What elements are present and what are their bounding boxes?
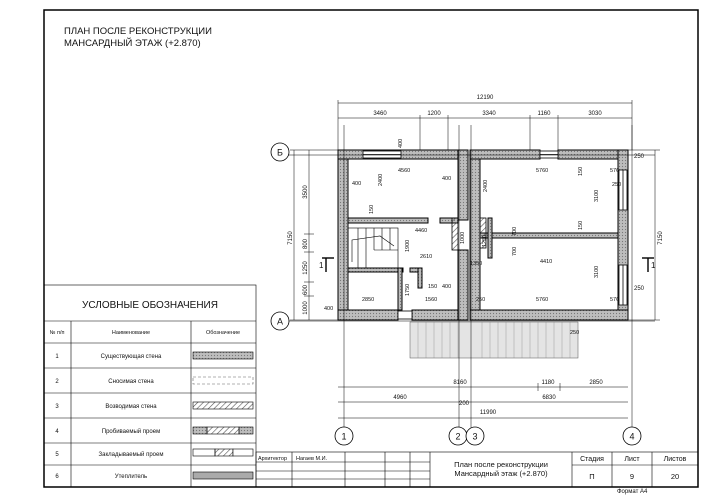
legend-row-name: Возводимая стена — [105, 404, 157, 410]
legend-row-num: 2 — [55, 379, 59, 385]
dim-bot-total: 11990 — [479, 410, 497, 416]
dim-left-1: 3500 — [303, 185, 309, 199]
dim-int: 250 — [612, 182, 622, 188]
drawing-title-line1: ПЛАН ПОСЛЕ РЕКОНСТРУКЦИИ — [64, 26, 212, 37]
dim-int: 1560 — [425, 297, 438, 303]
dim-int: 400 — [442, 176, 452, 182]
dim-bot-5: 200 — [458, 401, 470, 407]
legend-row-name: Пробиваемый проем — [101, 429, 161, 435]
dim-int: 5760 — [536, 297, 549, 303]
dim-int: 5760 — [536, 168, 549, 174]
stamp-person: Нагаев М.И. — [296, 456, 328, 462]
dim-int: 400 — [352, 181, 362, 187]
dim-right-2: 250 — [634, 286, 645, 292]
dim-int: 250 — [570, 330, 580, 336]
top-dimension-lines — [338, 100, 632, 150]
dim-int: 1250 — [482, 234, 488, 247]
dim-right-total: 7150 — [658, 231, 664, 245]
dim-int: 2610 — [420, 254, 433, 260]
legend-row-num: 5 — [55, 452, 59, 458]
axis-bubbles — [271, 143, 641, 445]
dim-bot-4: 4960 — [393, 395, 407, 401]
axis-2: 2 — [455, 431, 461, 442]
dim-top-5: 3030 — [588, 111, 602, 117]
dim-int: 576 — [610, 168, 620, 174]
dim-bot-2: 1180 — [541, 380, 555, 386]
title-block-lines — [256, 452, 698, 487]
new-walls — [452, 218, 486, 250]
axis-a: А — [276, 316, 284, 327]
drawing-title — [64, 26, 212, 50]
format-label: Формат А4 — [617, 489, 648, 495]
legend-row-num: 1 — [55, 354, 59, 360]
legend-title: УСЛОВНЫЕ ОБОЗНАЧЕНИЯ — [82, 300, 218, 311]
dim-left-5: 1000 — [303, 301, 309, 315]
dim-int: 2850 — [362, 297, 375, 303]
stamp-sheet-label: Лист — [624, 456, 640, 463]
dim-left-3: 1250 — [303, 261, 309, 275]
legend-row-name: Закладываемый проем — [98, 452, 164, 458]
dim-int: 1900 — [405, 239, 411, 252]
stamp-role: Архитектор — [258, 456, 288, 462]
dim-int: 1350 — [470, 261, 483, 267]
dim-int: 700 — [512, 246, 518, 256]
legend-row-name: Существующая стена — [100, 354, 162, 360]
staircase — [348, 228, 398, 268]
dim-right-1: 250 — [634, 154, 645, 160]
dim-top-total: 12190 — [476, 95, 494, 101]
dim-int: 400 — [398, 138, 404, 148]
legend-row-num: 6 — [55, 474, 59, 480]
legend-row-num: 4 — [55, 429, 59, 435]
stamp-sheets-label: Листов — [663, 456, 687, 463]
dim-int: 150 — [578, 166, 584, 176]
dim-int: 400 — [442, 284, 452, 290]
dim-int: 150 — [428, 284, 438, 290]
dim-top-2: 1200 — [427, 111, 441, 117]
axis-b: Б — [277, 147, 283, 158]
dim-top-3: 3340 — [482, 111, 496, 117]
bottom-dimension-lines — [338, 383, 628, 418]
dim-int: 2400 — [378, 173, 384, 186]
legend-col-symbol: Обозначение — [205, 330, 241, 336]
dim-int: 400 — [324, 306, 334, 312]
dim-int: 1000 — [460, 231, 466, 244]
stamp-stage-label: Стадия — [580, 456, 604, 463]
dim-left-2: 800 — [303, 238, 309, 250]
stamp-stage: П — [589, 472, 595, 481]
stamp-title-2: Мансардный этаж (+2.870) — [454, 469, 548, 478]
dim-int: 4410 — [540, 259, 553, 265]
dim-int: 4460 — [415, 228, 428, 234]
sheet-frame — [44, 10, 698, 487]
axis-1: 1 — [341, 431, 347, 442]
dim-int: 700 — [512, 226, 518, 236]
dim-top-4: 1160 — [537, 111, 551, 117]
dim-int: 576 — [610, 297, 620, 303]
legend-col-num: № п/п — [49, 330, 65, 336]
dim-int: 150 — [578, 220, 584, 230]
dim-bot-6: 6830 — [542, 395, 556, 401]
stamp-sheets: 20 — [670, 472, 680, 481]
section-label-left: 1 — [319, 261, 324, 270]
axis-4: 4 — [629, 431, 635, 442]
terrace — [410, 322, 578, 358]
dim-top-1: 3460 — [373, 111, 387, 117]
dim-bot-3: 2850 — [589, 380, 603, 386]
legend-symbols — [193, 352, 253, 479]
dim-int: 2400 — [483, 179, 489, 192]
dim-left-4: 600 — [303, 284, 309, 296]
legend-col-name: Наименование — [111, 330, 151, 336]
dim-int: 4560 — [398, 168, 411, 174]
dim-bot-1: 8160 — [453, 380, 467, 386]
legend-row-name: Сносимая стена — [108, 379, 154, 385]
legend-table-lines — [44, 285, 256, 487]
dim-int: 250 — [476, 297, 486, 303]
legend-row-name: Утеплитель — [114, 474, 148, 480]
stamp-title-1: План после реконструкции — [454, 460, 548, 469]
axis-3: 3 — [472, 431, 478, 442]
dim-int: 3100 — [594, 189, 600, 202]
drawing-title-line2: МАНСАРДНЫЙ ЭТАЖ (+2.870) — [64, 38, 201, 49]
dim-int: 150 — [369, 204, 375, 214]
dim-left-total: 7150 — [288, 231, 294, 245]
dim-int: 1750 — [405, 283, 411, 296]
section-label-right: 1 — [651, 261, 656, 270]
legend-row-num: 3 — [55, 404, 59, 410]
stamp-sheet: 9 — [629, 472, 635, 481]
dim-int: 3100 — [594, 265, 600, 278]
